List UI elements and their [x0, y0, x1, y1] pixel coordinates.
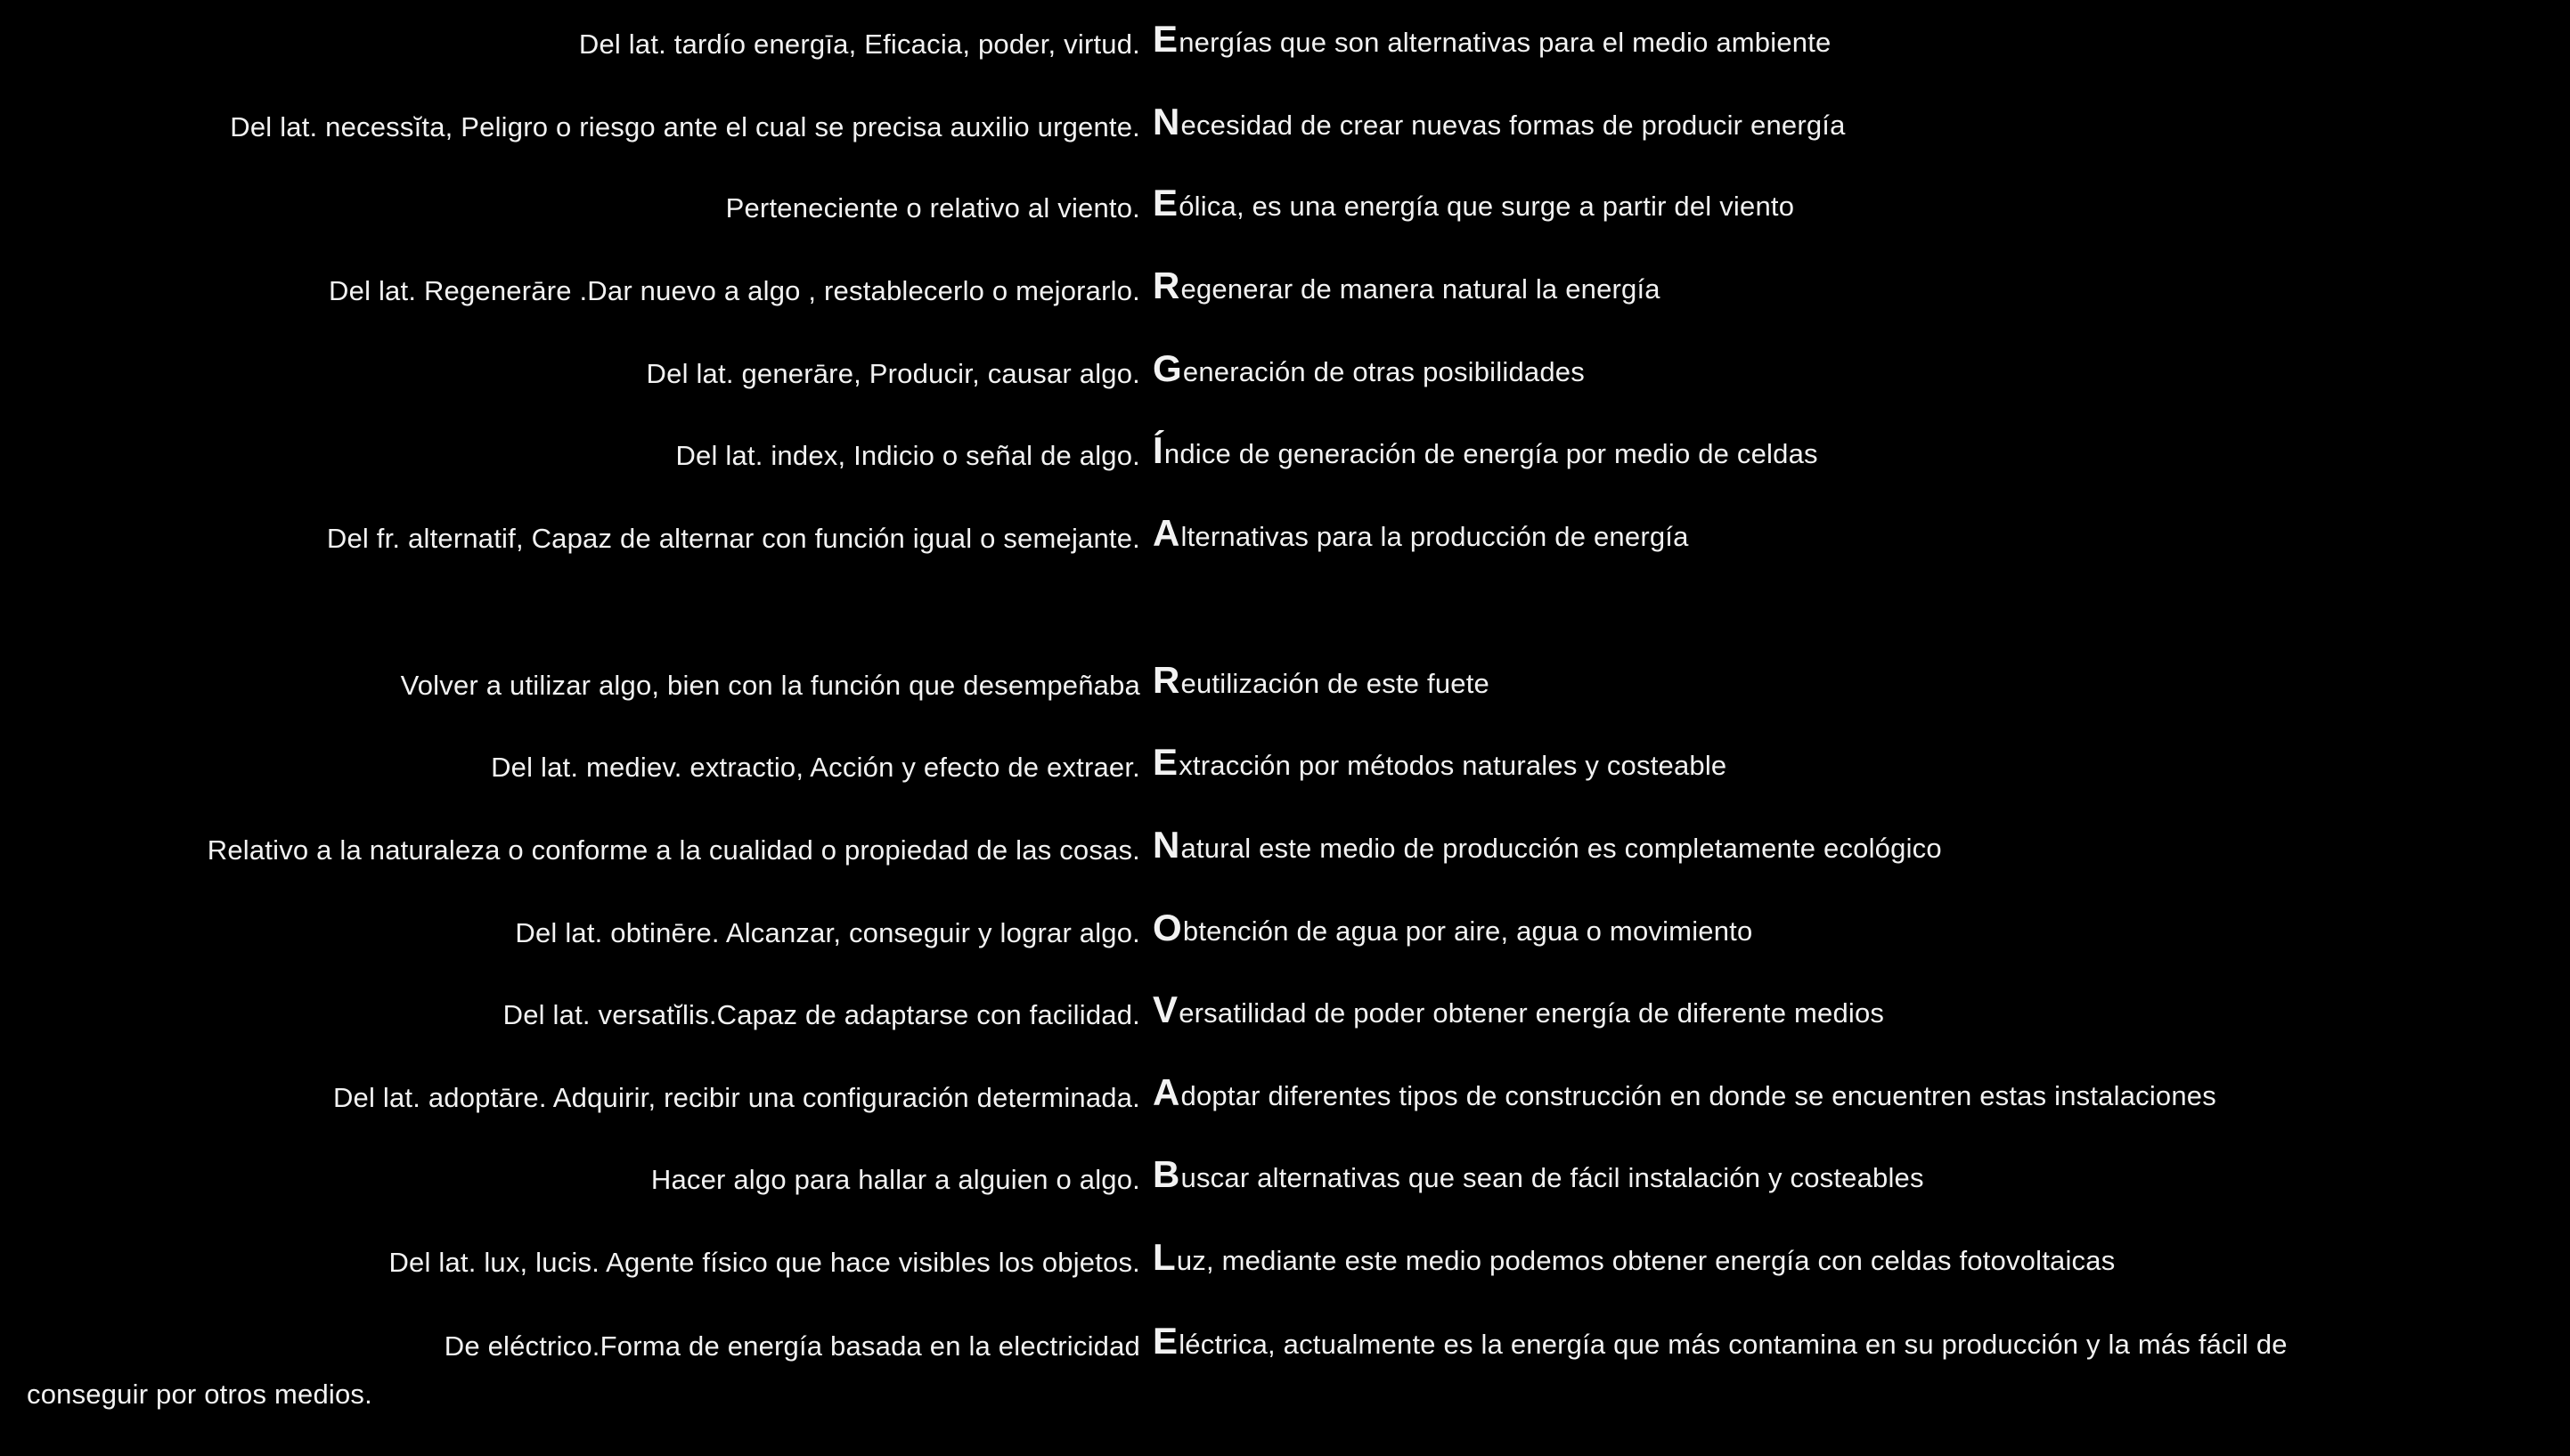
acrostic-row	[0, 263, 2570, 316]
row-term	[1153, 512, 1689, 555]
row-term-text: uscar alternativas que sean de fácil instalación y costeables	[1180, 1162, 1924, 1193]
row-initial: A	[1153, 512, 1180, 554]
acrostic-row	[0, 739, 2570, 793]
acrostic-row	[0, 510, 2570, 564]
acrostic-row	[0, 180, 2570, 233]
row-term	[1153, 1071, 2216, 1114]
row-definition: Del lat. index, Indicio o señal de algo.	[675, 440, 1140, 471]
row-term-text: egenerar de manera natural la energía	[1180, 273, 1660, 305]
row-term	[1153, 347, 1585, 390]
row-definition: Relativo a la naturaleza o conforme a la cualidad o propiedad de las cosas.	[207, 834, 1140, 866]
row-definition: Del lat. necessĭta, Peligro o riesgo ante el cual se precisa auxilio urgente.	[230, 111, 1140, 142]
row-term-text: ersatilidad de poder obtener energía de diferente medios	[1179, 997, 1885, 1029]
row-term-text: eneración de otras posibilidades	[1182, 356, 1585, 387]
row-term-text: doptar diferentes tipos de construcción en donde se encuentren estas instalaciones	[1180, 1080, 2216, 1111]
acrostic-row	[0, 427, 2570, 481]
row-term-text: ólica, es una energía que surge a partir del viento	[1179, 191, 1795, 222]
row-initial: A	[1153, 1071, 1180, 1113]
row-term	[1153, 907, 1752, 949]
acrostic-row	[0, 99, 2570, 152]
row-initial: V	[1153, 988, 1179, 1030]
row-definition: Del lat. mediev. extractio, Acción y efecto de extraer.	[491, 752, 1140, 783]
acrostic-row	[0, 1070, 2570, 1123]
row-term	[1153, 659, 1489, 702]
row-term	[1153, 182, 1794, 224]
row-initial: E	[1153, 741, 1179, 783]
row-initial: N	[1153, 824, 1180, 866]
row-initial: Í	[1153, 429, 1163, 471]
row-definition: Del fr. alternatif, Capaz de alternar con función igual o semejante.	[326, 523, 1140, 554]
acrostic-row	[0, 16, 2570, 69]
row-definition: Del lat. versatĭlis.Capaz de adaptarse con facilidad.	[502, 999, 1140, 1030]
acrostic-row	[0, 905, 2570, 958]
row-term-text: ecesidad de crear nuevas formas de producir energía	[1180, 110, 1846, 141]
acrostic-row	[0, 822, 2570, 875]
row-term	[1153, 18, 1831, 61]
row-definition: Del lat. tardío energīa, Eficacia, poder, virtud.	[578, 28, 1140, 60]
row-term	[1153, 1320, 2288, 1362]
row-term	[1153, 988, 1884, 1031]
row-initial: E	[1153, 182, 1179, 224]
acrostic-row	[0, 657, 2570, 711]
row-term	[1153, 429, 1818, 472]
row-term-text: uz, mediante este medio podemos obtener energía con celdas fotovoltaicas	[1176, 1245, 2116, 1276]
row-term	[1153, 1153, 1924, 1196]
row-term	[1153, 824, 1942, 866]
row-term-text: léctrica, actualmente es la energía que más contamina en su producción y la más fácil de	[1179, 1329, 2288, 1360]
row-term	[1153, 264, 1660, 307]
row-initial: N	[1153, 101, 1180, 142]
row-initial: L	[1153, 1236, 1176, 1278]
row-term-text: atural este medio de producción es completamente ecológico	[1180, 833, 1942, 864]
row-definition: Del lat. generāre, Producir, causar algo.	[646, 358, 1140, 389]
row-initial: E	[1153, 1320, 1179, 1362]
row-continuation: conseguir por otros medios.	[27, 1379, 372, 1410]
row-term-text: ndice de generación de energía por medio de celdas	[1163, 438, 1818, 469]
row-definition: De eléctrico.Forma de energía basada en la electricidad	[444, 1330, 1140, 1362]
row-term-text: lternativas para la producción de energía	[1180, 521, 1689, 552]
acrostic-row	[0, 1234, 2570, 1288]
row-term-text: xtracción por métodos naturales y costeable	[1179, 750, 1727, 781]
row-initial: R	[1153, 659, 1180, 701]
row-term-text: btención de agua por aire, agua o movimiento	[1182, 915, 1753, 947]
row-initial: R	[1153, 264, 1180, 306]
row-initial: O	[1153, 907, 1182, 948]
row-term-text: eutilización de este fuete	[1180, 668, 1489, 699]
row-initial: G	[1153, 347, 1182, 389]
acrostic-row	[0, 1318, 2570, 1371]
row-definition: Del lat. lux, lucis. Agente físico que hace visibles los objetos.	[388, 1247, 1140, 1278]
row-term	[1153, 741, 1726, 784]
row-term	[1153, 101, 1846, 143]
row-definition: Volver a utilizar algo, bien con la función que desempeñaba	[400, 670, 1140, 701]
acrostic-row	[0, 346, 2570, 399]
acrostic-row	[0, 987, 2570, 1040]
row-definition: Del lat. obtinēre. Alcanzar, conseguir y lograr algo.	[515, 917, 1140, 948]
row-definition: Del lat. adoptāre. Adquirir, recibir una configuración determinada.	[332, 1082, 1140, 1113]
row-initial: E	[1153, 18, 1179, 60]
row-initial: B	[1153, 1153, 1180, 1195]
acrostic-row	[0, 1151, 2570, 1205]
row-definition: Del lat. Regenerāre .Dar nuevo a algo , restablecerlo o mejorarlo.	[329, 275, 1140, 306]
row-definition: Perteneciente o relativo al viento.	[725, 192, 1140, 224]
row-definition: Hacer algo para hallar a alguien o algo.	[650, 1164, 1140, 1195]
row-term	[1153, 1236, 2115, 1279]
row-term-text: nergías que son alternativas para el medio ambiente	[1179, 27, 1832, 58]
